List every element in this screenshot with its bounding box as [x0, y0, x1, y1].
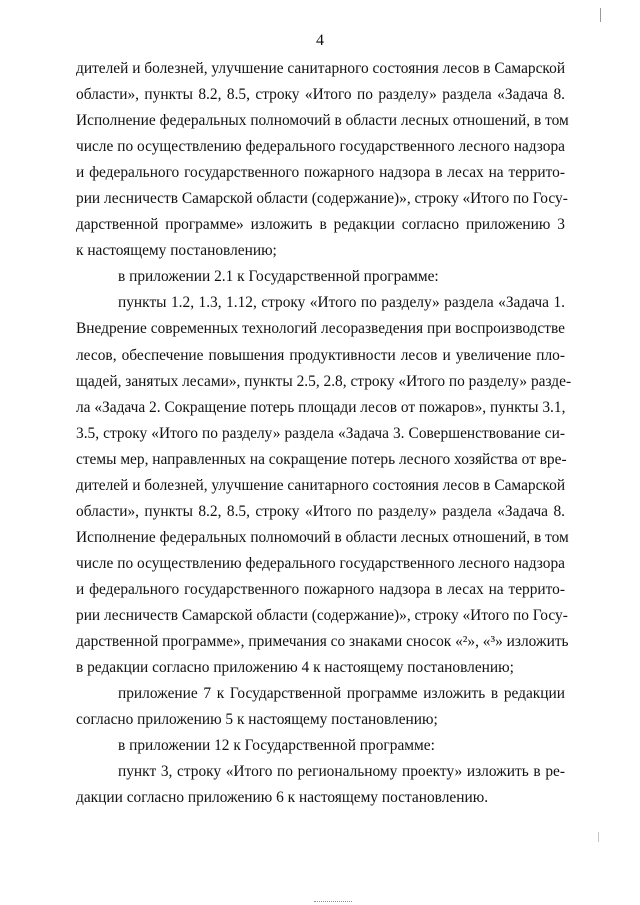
text-line: дителей и болезней, улучшение санитарного состояния лесов в Самарской: [76, 476, 566, 494]
text-line: числе по осуществлению федерального государственного лесного надзора: [76, 554, 565, 572]
text-line: области», пункты 8.2, 8.5, строку «Итого по разделу» раздела «Задача 8.: [76, 502, 565, 520]
text-line: числе по осуществлению федерального государственного лесного надзора: [76, 138, 565, 156]
text-line: Исполнение федеральных полномочий в области лесных отношений, в том: [76, 528, 569, 546]
text-line: Внедрение современных технологий лесоразведения при воспроизводстве: [76, 320, 565, 338]
text-line: и федерального государственного пожарного надзора в лесах на террито-: [76, 164, 565, 182]
text-line: дителей и болезней, улучшение санитарного состояния лесов в Самарской: [76, 60, 566, 77]
text-line: области», пункты 8.2, 8.5, строку «Итого по разделу» раздела «Задача 8.: [76, 86, 565, 104]
text-line: и федерального государственного пожарного надзора в лесах на террито-: [76, 580, 565, 598]
text-line: лесов, обеспечение повышения продуктивности лесов и увеличение пло-: [76, 346, 565, 364]
scan-artifact-mark: [598, 832, 599, 842]
text-line: в приложении 12 к Государственной программе:: [118, 737, 435, 755]
text-line: в приложении 2.1 к Государственной программе:: [118, 268, 439, 286]
scan-artifact-mark: [600, 8, 601, 22]
document-body: [76, 56, 572, 811]
text-line: ла «Задача 2. Сокращение потерь площади лесов от пожаров», пункты 3.1,: [76, 398, 566, 416]
text-line: дарственной программе» изложить в редакции согласно приложению 3: [76, 216, 565, 234]
text-line: 3.5, строку «Итого по разделу» раздела «Задача 3. Совершенствование си-: [76, 424, 565, 442]
text-line: дакции согласно приложению 6 к настоящему постановлению.: [76, 789, 489, 807]
text-line: стемы мер, направленных на сокращение потерь лесного хозяйства от вре-: [76, 450, 567, 468]
text-line: в редакции согласно приложению 4 к настоящему постановлению;: [76, 659, 514, 677]
scan-artifact-dots: [314, 901, 352, 903]
text-line: рии лесничеств Самарской области (содержание)», строку «Итого по Госу-: [76, 190, 568, 208]
text-line: пункты 1.2, 1.3, 1.12, строку «Итого по разделу» раздела «Задача 1.: [118, 294, 565, 312]
page-number: 4: [316, 32, 324, 49]
text-line: к настоящему постановлению;: [76, 242, 277, 260]
text-line: Исполнение федеральных полномочий в области лесных отношений, в том: [76, 112, 569, 130]
text-line: пункт 3, строку «Итого по региональному проекту» изложить в ре-: [118, 763, 565, 781]
text-line: согласно приложению 5 к настоящему постановлению;: [76, 711, 438, 729]
text-line: рии лесничеств Самарской области (содержание)», строку «Итого по Госу-: [76, 606, 568, 624]
text-line: щадей, занятых лесами», пункты 2.5, 2.8, строку «Итого по разделу» разде-: [76, 372, 572, 390]
text-line: дарственной программе», примечания со знаками сносок «²», «³» изложить: [76, 633, 569, 651]
text-line: приложение 7 к Государственной программе изложить в редакции: [118, 685, 565, 703]
